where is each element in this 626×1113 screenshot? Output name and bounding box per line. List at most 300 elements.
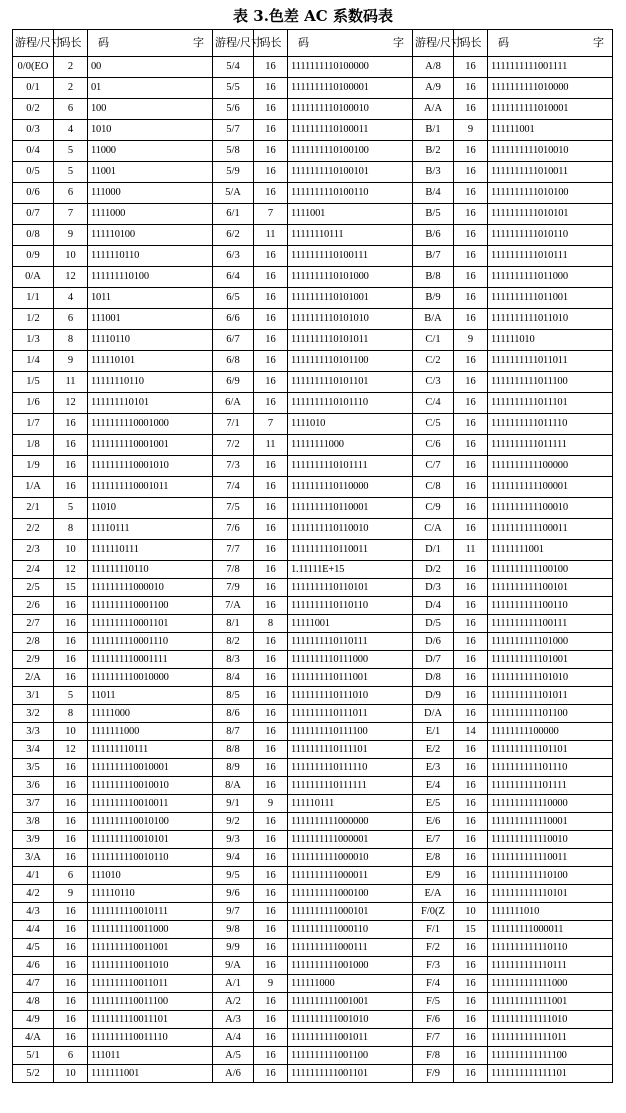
codeword-cell: 1111000: [88, 204, 213, 225]
code-length-cell: 16: [54, 849, 88, 867]
code-length-cell: 16: [254, 849, 288, 867]
run-size-cell: B/5: [413, 204, 454, 225]
run-size-cell: 6/7: [213, 330, 254, 351]
run-size-cell: A/5: [213, 1047, 254, 1065]
code-length-cell: 16: [454, 204, 488, 225]
code-length-cell: 16: [454, 885, 488, 903]
ac-code-table: [12, 29, 613, 1083]
run-size-cell: D/9: [413, 687, 454, 705]
codeword-cell: 1111111111001000: [288, 957, 413, 975]
run-size-cell: 0/1: [13, 78, 54, 99]
code-length-cell: 7: [254, 204, 288, 225]
codeword-cell: 111011: [88, 1047, 213, 1065]
code-length-cell: 16: [54, 414, 88, 435]
codeword-cell: 1111111110001110: [88, 633, 213, 651]
code-length-cell: 16: [254, 372, 288, 393]
codeword-cell: 1111111111011011: [488, 351, 613, 372]
code-length-cell: 16: [54, 777, 88, 795]
run-size-cell: A/4: [213, 1029, 254, 1047]
codeword-cell: 1111111110001100: [88, 597, 213, 615]
run-size-cell: 5/9: [213, 162, 254, 183]
run-size-cell: B/3: [413, 162, 454, 183]
codeword-cell: 1111111111000110: [288, 921, 413, 939]
code-length-cell: 16: [454, 141, 488, 162]
code-length-cell: 16: [54, 456, 88, 477]
run-size-cell: 6/5: [213, 288, 254, 309]
codeword-cell: 1111111111010010: [488, 141, 613, 162]
code-length-cell: 16: [454, 519, 488, 540]
header-row: [13, 30, 613, 57]
run-size-cell: 7/5: [213, 498, 254, 519]
code-length-cell: 11: [254, 225, 288, 246]
run-size-cell: C/9: [413, 498, 454, 519]
run-size-cell: D/7: [413, 651, 454, 669]
codeword-cell: 111111110111: [88, 741, 213, 759]
run-size-cell: 4/4: [13, 921, 54, 939]
run-size-cell: 3/2: [13, 705, 54, 723]
code-length-cell: 16: [454, 435, 488, 456]
table-row: [13, 225, 613, 246]
table-row: [13, 351, 613, 372]
code-length-cell: 9: [54, 225, 88, 246]
run-size-cell: 6/4: [213, 267, 254, 288]
code-length-cell: 16: [54, 1011, 88, 1029]
run-size-cell: 2/8: [13, 633, 54, 651]
codeword-cell: 111111110110: [88, 561, 213, 579]
table-row: [13, 993, 613, 1011]
run-size-cell: 6/3: [213, 246, 254, 267]
table-row: [13, 288, 613, 309]
code-length-cell: 5: [54, 687, 88, 705]
code-length-cell: 16: [254, 939, 288, 957]
code-length-cell: 16: [454, 351, 488, 372]
run-size-cell: 2/4: [13, 561, 54, 579]
run-size-cell: 1/4: [13, 351, 54, 372]
codeword-cell: 1111111010: [488, 903, 613, 921]
codeword-cell: 1111111110101110: [288, 393, 413, 414]
codeword-cell: 11111110110: [88, 372, 213, 393]
code-length-cell: 16: [54, 759, 88, 777]
code-length-cell: 11: [454, 540, 488, 561]
run-size-cell: E/4: [413, 777, 454, 795]
code-length-cell: 16: [454, 813, 488, 831]
code-length-cell: 16: [454, 849, 488, 867]
code-length-cell: 16: [254, 759, 288, 777]
run-size-cell: C/A: [413, 519, 454, 540]
header-run: 游程/尺寸: [213, 30, 254, 57]
table-row: [13, 204, 613, 225]
code-length-cell: 16: [454, 957, 488, 975]
table-row: [13, 723, 613, 741]
code-length-cell: 14: [454, 723, 488, 741]
code-length-cell: 16: [54, 435, 88, 456]
run-size-cell: 0/7: [13, 204, 54, 225]
codeword-cell: 1111111111111011: [488, 1029, 613, 1047]
run-size-cell: 8/8: [213, 741, 254, 759]
codeword-cell: 111111001: [488, 120, 613, 141]
run-size-cell: 7/2: [213, 435, 254, 456]
code-length-cell: 16: [254, 687, 288, 705]
code-length-cell: 16: [254, 669, 288, 687]
code-length-cell: 16: [454, 456, 488, 477]
code-length-cell: 16: [454, 288, 488, 309]
code-length-cell: 11: [54, 372, 88, 393]
table-row: [13, 975, 613, 993]
code-length-cell: 16: [254, 477, 288, 498]
code-length-cell: 16: [454, 795, 488, 813]
codeword-cell: 1111111110100101: [288, 162, 413, 183]
codeword-cell: 1111111111000101: [288, 903, 413, 921]
run-size-cell: 3/4: [13, 741, 54, 759]
run-size-cell: E/2: [413, 741, 454, 759]
run-size-cell: E/A: [413, 885, 454, 903]
codeword-cell: 1111111111011100: [488, 372, 613, 393]
codeword-cell: 1111111110100110: [288, 183, 413, 204]
code-length-cell: 16: [454, 1047, 488, 1065]
codeword-cell: 1111111110110001: [288, 498, 413, 519]
run-size-cell: A/1: [213, 975, 254, 993]
run-size-cell: B/6: [413, 225, 454, 246]
header-run: 游程/尺寸: [13, 30, 54, 57]
table-row: [13, 435, 613, 456]
code-length-cell: 16: [454, 78, 488, 99]
codeword-cell: 1111111110010000: [88, 669, 213, 687]
table-row: [13, 1011, 613, 1029]
table-row: [13, 57, 613, 78]
codeword-cell: 1111111110111110: [288, 759, 413, 777]
code-length-cell: 16: [254, 120, 288, 141]
code-length-cell: 16: [254, 705, 288, 723]
code-length-cell: 16: [254, 741, 288, 759]
codeword-cell: 1111111110001011: [88, 477, 213, 498]
table-row: [13, 687, 613, 705]
code-length-cell: 16: [454, 225, 488, 246]
codeword-cell: 1111111111010001: [488, 99, 613, 120]
run-size-cell: 9/4: [213, 849, 254, 867]
run-size-cell: 1/1: [13, 288, 54, 309]
codeword-cell: 1111111110010101: [88, 831, 213, 849]
code-length-cell: 12: [54, 393, 88, 414]
run-size-cell: 1/3: [13, 330, 54, 351]
code-length-cell: 10: [54, 540, 88, 561]
code-length-cell: 16: [454, 651, 488, 669]
codeword-cell: 1111111111011111: [488, 435, 613, 456]
code-length-cell: 16: [254, 993, 288, 1011]
codeword-cell: 1111111110011000: [88, 921, 213, 939]
run-size-cell: F/0(Z: [413, 903, 454, 921]
run-size-cell: 5/4: [213, 57, 254, 78]
codeword-cell: 1111111111111010: [488, 1011, 613, 1029]
code-length-cell: 9: [54, 885, 88, 903]
run-size-cell: B/9: [413, 288, 454, 309]
code-length-cell: 16: [54, 477, 88, 498]
table-row: [13, 393, 613, 414]
code-length-cell: 10: [54, 1065, 88, 1083]
run-size-cell: 9/A: [213, 957, 254, 975]
run-size-cell: C/6: [413, 435, 454, 456]
codeword-cell: 1111111111001111: [488, 57, 613, 78]
code-length-cell: 16: [254, 78, 288, 99]
code-length-cell: 16: [54, 975, 88, 993]
run-size-cell: 0/A: [13, 267, 54, 288]
run-size-cell: 3/9: [13, 831, 54, 849]
codeword-cell: 1111111110001010: [88, 456, 213, 477]
code-length-cell: 16: [254, 597, 288, 615]
codeword-cell: 1111111111100110: [488, 597, 613, 615]
code-length-cell: 16: [454, 99, 488, 120]
run-size-cell: D/2: [413, 561, 454, 579]
codeword-cell: 1111111111000001: [288, 831, 413, 849]
codeword-cell: 1111111111101100: [488, 705, 613, 723]
codeword-cell: 1111111110101101: [288, 372, 413, 393]
run-size-cell: 2/A: [13, 669, 54, 687]
run-size-cell: 4/6: [13, 957, 54, 975]
code-length-cell: 16: [454, 687, 488, 705]
codeword-cell: 1111111110010111: [88, 903, 213, 921]
code-length-cell: 10: [54, 246, 88, 267]
code-length-cell: 16: [254, 540, 288, 561]
run-size-cell: 3/1: [13, 687, 54, 705]
codeword-cell: 111001: [88, 309, 213, 330]
code-length-cell: 10: [54, 723, 88, 741]
table-row: [13, 1029, 613, 1047]
code-length-cell: 16: [254, 183, 288, 204]
code-length-cell: 16: [454, 669, 488, 687]
run-size-cell: 9/7: [213, 903, 254, 921]
codeword-cell: 11111111001: [488, 540, 613, 561]
run-size-cell: B/8: [413, 267, 454, 288]
run-size-cell: 2/5: [13, 579, 54, 597]
codeword-cell: 111111111000011: [488, 921, 613, 939]
code-length-cell: 6: [54, 867, 88, 885]
run-size-cell: 0/2: [13, 99, 54, 120]
codeword-cell: 1111111111101110: [488, 759, 613, 777]
codeword-cell: 111110100: [88, 225, 213, 246]
codeword-cell: 1111111001: [88, 1065, 213, 1083]
codeword-cell: 1111111111011010: [488, 309, 613, 330]
run-size-cell: E/3: [413, 759, 454, 777]
codeword-cell: 1111111110111001: [288, 669, 413, 687]
codeword-cell: 1111111110110111: [288, 633, 413, 651]
code-length-cell: 16: [454, 561, 488, 579]
run-size-cell: D/8: [413, 669, 454, 687]
codeword-cell: 11111111000: [288, 435, 413, 456]
run-size-cell: B/7: [413, 246, 454, 267]
codeword-cell: 1111110111: [88, 540, 213, 561]
codeword-cell: 1111111111000011: [288, 867, 413, 885]
run-size-cell: 7/4: [213, 477, 254, 498]
codeword-cell: 11111001: [288, 615, 413, 633]
code-length-cell: 16: [454, 759, 488, 777]
codeword-cell: 11111111100000: [488, 723, 613, 741]
code-length-cell: 16: [254, 777, 288, 795]
run-size-cell: 9/2: [213, 813, 254, 831]
codeword-cell: 1111111110010100: [88, 813, 213, 831]
codeword-cell: 1111111110001001: [88, 435, 213, 456]
codeword-cell: 1111111111011101: [488, 393, 613, 414]
codeword-cell: 11111000: [88, 705, 213, 723]
run-size-cell: C/2: [413, 351, 454, 372]
codeword-cell: 1111111111011110: [488, 414, 613, 435]
code-length-cell: 16: [254, 813, 288, 831]
run-size-cell: 6/1: [213, 204, 254, 225]
codeword-cell: 111110111: [288, 795, 413, 813]
run-size-cell: F/8: [413, 1047, 454, 1065]
codeword-cell: 1111111110111011: [288, 705, 413, 723]
code-length-cell: 16: [254, 267, 288, 288]
codeword-cell: 1111111110110000: [288, 477, 413, 498]
code-length-cell: 16: [454, 579, 488, 597]
run-size-cell: F/6: [413, 1011, 454, 1029]
code-length-cell: 16: [54, 813, 88, 831]
table-row: [13, 120, 613, 141]
run-size-cell: F/7: [413, 1029, 454, 1047]
code-length-cell: 8: [254, 615, 288, 633]
table-row: [13, 831, 613, 849]
run-size-cell: B/1: [413, 120, 454, 141]
run-size-cell: 4/1: [13, 867, 54, 885]
run-size-cell: 9/9: [213, 939, 254, 957]
code-length-cell: 16: [454, 633, 488, 651]
run-size-cell: 4/3: [13, 903, 54, 921]
run-size-cell: A/A: [413, 99, 454, 120]
codeword-cell: 1111111111010111: [488, 246, 613, 267]
code-length-cell: 16: [254, 288, 288, 309]
codeword-cell: 1111001: [288, 204, 413, 225]
table-title: 表 3.色差 AC 系数码表: [233, 7, 393, 25]
code-length-cell: 12: [54, 741, 88, 759]
codeword-cell: 1.11111E+15: [288, 561, 413, 579]
codeword-cell: 1111111111010000: [488, 78, 613, 99]
run-size-cell: 5/5: [213, 78, 254, 99]
run-size-cell: 2/2: [13, 519, 54, 540]
code-length-cell: 16: [254, 1029, 288, 1047]
code-length-cell: 16: [454, 597, 488, 615]
run-size-cell: 5/1: [13, 1047, 54, 1065]
run-size-cell: D/6: [413, 633, 454, 651]
codeword-cell: 1111111111110001: [488, 813, 613, 831]
code-length-cell: 16: [54, 993, 88, 1011]
codeword-cell: 11011: [88, 687, 213, 705]
run-size-cell: 2/6: [13, 597, 54, 615]
run-size-cell: B/4: [413, 183, 454, 204]
code-length-cell: 16: [54, 597, 88, 615]
codeword-cell: 11000: [88, 141, 213, 162]
codeword-cell: 1111111111001100: [288, 1047, 413, 1065]
codeword-cell: 1111111111110101: [488, 885, 613, 903]
code-length-cell: 16: [254, 651, 288, 669]
run-size-cell: 6/6: [213, 309, 254, 330]
table-row: [13, 741, 613, 759]
table-row: [13, 267, 613, 288]
table-row: [13, 540, 613, 561]
table-row: [13, 99, 613, 120]
table-row: [13, 372, 613, 393]
run-size-cell: 4/7: [13, 975, 54, 993]
run-size-cell: 1/9: [13, 456, 54, 477]
code-length-cell: 16: [54, 651, 88, 669]
codeword-cell: 1111111111100011: [488, 519, 613, 540]
codeword-cell: 1111111110010011: [88, 795, 213, 813]
codeword-cell: 1111111111010011: [488, 162, 613, 183]
run-size-cell: 4/8: [13, 993, 54, 1011]
codeword-cell: 1111111111010101: [488, 204, 613, 225]
code-length-cell: 16: [254, 885, 288, 903]
code-length-cell: 16: [454, 615, 488, 633]
table-row: [13, 813, 613, 831]
code-length-cell: 16: [454, 309, 488, 330]
codeword-cell: 1111111110101100: [288, 351, 413, 372]
run-size-cell: F/4: [413, 975, 454, 993]
code-length-cell: 16: [54, 669, 88, 687]
codeword-cell: 1111111110011011: [88, 975, 213, 993]
code-length-cell: 16: [254, 921, 288, 939]
run-size-cell: 5/A: [213, 183, 254, 204]
codeword-cell: 1111111000: [88, 723, 213, 741]
code-length-cell: 16: [254, 246, 288, 267]
codeword-cell: 1111111110100010: [288, 99, 413, 120]
run-size-cell: B/2: [413, 141, 454, 162]
codeword-cell: 1111111110111100: [288, 723, 413, 741]
header-code: 码 字: [88, 30, 213, 57]
code-length-cell: 6: [54, 99, 88, 120]
run-size-cell: 0/6: [13, 183, 54, 204]
run-size-cell: C/3: [413, 372, 454, 393]
table-row: [13, 498, 613, 519]
run-size-cell: 9/6: [213, 885, 254, 903]
code-length-cell: 16: [454, 267, 488, 288]
codeword-cell: 1111111110101011: [288, 330, 413, 351]
codeword-cell: 1111111111001010: [288, 1011, 413, 1029]
run-size-cell: 9/8: [213, 921, 254, 939]
run-size-cell: D/5: [413, 615, 454, 633]
run-size-cell: 3/7: [13, 795, 54, 813]
run-size-cell: 3/8: [13, 813, 54, 831]
codeword-cell: 111111111000010: [88, 579, 213, 597]
code-length-cell: 9: [454, 120, 488, 141]
table-row: [13, 1047, 613, 1065]
code-length-cell: 9: [454, 330, 488, 351]
run-size-cell: 8/9: [213, 759, 254, 777]
run-size-cell: E/5: [413, 795, 454, 813]
codeword-cell: 1111111110010001: [88, 759, 213, 777]
table-row: [13, 633, 613, 651]
codeword-cell: 1111111110101001: [288, 288, 413, 309]
code-length-cell: 16: [454, 57, 488, 78]
code-length-cell: 16: [254, 1011, 288, 1029]
code-length-cell: 16: [54, 939, 88, 957]
table-row: [13, 309, 613, 330]
table-body: [13, 57, 613, 1083]
run-size-cell: C/8: [413, 477, 454, 498]
codeword-cell: 1111111111100100: [488, 561, 613, 579]
code-length-cell: 16: [54, 1029, 88, 1047]
codeword-cell: 1111111111010110: [488, 225, 613, 246]
run-size-cell: 7/A: [213, 597, 254, 615]
codeword-cell: 1111111111100000: [488, 456, 613, 477]
table-row: [13, 921, 613, 939]
table-row: [13, 246, 613, 267]
run-size-cell: 9/5: [213, 867, 254, 885]
codeword-cell: 1111111110111101: [288, 741, 413, 759]
codeword-cell: 1111111111110000: [488, 795, 613, 813]
code-length-cell: 16: [454, 1029, 488, 1047]
code-length-cell: 16: [454, 705, 488, 723]
codeword-cell: 1111111111111100: [488, 1047, 613, 1065]
table-row: [13, 1065, 613, 1083]
run-size-cell: 2/1: [13, 498, 54, 519]
run-size-cell: 3/5: [13, 759, 54, 777]
